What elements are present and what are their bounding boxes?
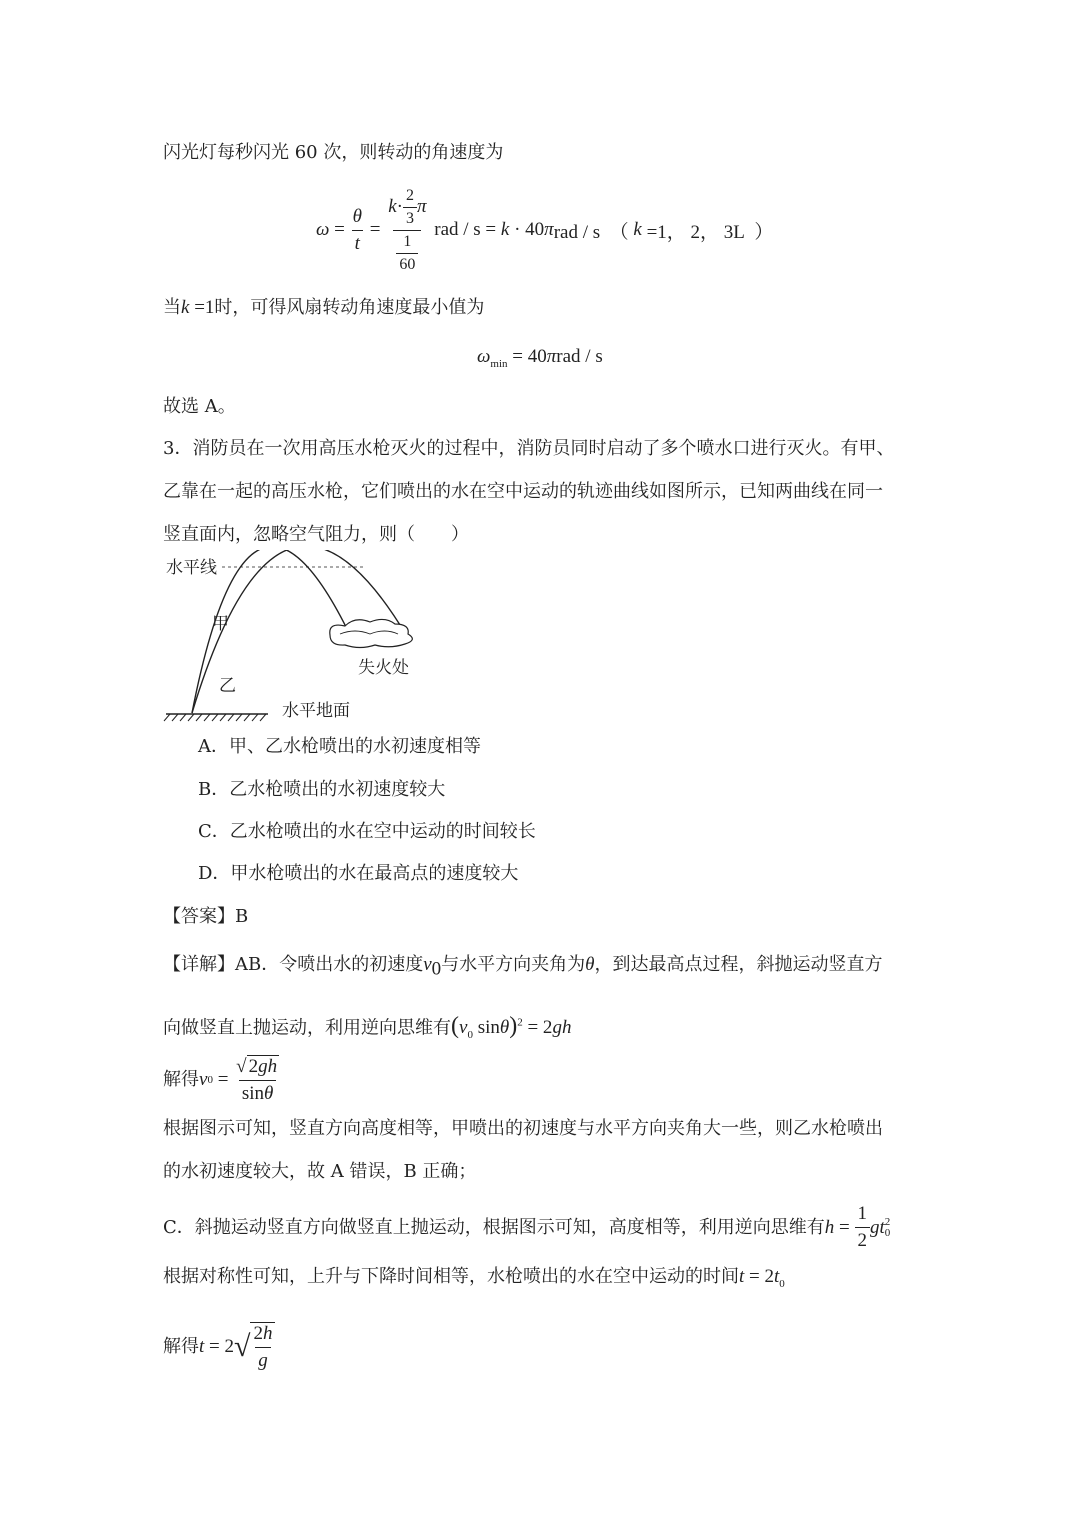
option-c: C．乙水枪喷出的水在空中运动的时间较长 [198,821,536,842]
question-text: 乙靠在一起的高压水枪，它们喷出的水在空中运动的轨迹曲线如图所示，已知两曲线在同一 [163,481,883,502]
solve-line: 解得 t = 2 √ $\frac{2h}{g}$ [163,1322,275,1372]
question-text: 3．消防员在一次用高压水枪灭火的过程中，消防员同时启动了多个喷水口进行灭火。有甲、 [163,438,895,459]
answer-text: 【答案】B [163,906,249,927]
trajectory-figure [160,550,430,725]
detail-line: 根据图示可知，竖直方向高度相等，甲喷出的初速度与水平方向夹角大一些，则乙水枪喷出 [163,1118,883,1139]
option-b: B．乙水枪喷出的水初速度较大 [198,779,446,800]
option-a: A．甲、乙水枪喷出的水初速度相等 [198,736,481,757]
text-line: 闪光灯每秒闪光 60 次，则转动的角速度为 [163,142,504,163]
ground-label: 水平地面 [282,701,350,721]
question-text: 竖直面内，忽略空气阻力，则（ ） [163,524,469,545]
omega-min-formula: $\omega_{min} = 40\pi rad / s$ [477,346,603,370]
ground-hatch [164,714,266,721]
detail-line: 向做竖直上抛运动，利用逆向思维有($v_0$ sinθ)$^2$ = 2gh [163,1013,572,1042]
solve-line: 解得 v 0 = $\frac{√ 2gh}{\sin\theta}$ [163,1056,278,1104]
yi-label: 乙 [219,676,236,696]
fire-label: 失火处 [358,658,409,678]
horizontal-line-label: 水平线 [166,558,217,578]
detail-line: C．斜抛运动竖直方向做竖直上抛运动，根据图示可知，高度相等，利用逆向思维有 h = $\frac{1}{2}$ gt 2 0 [163,1203,891,1251]
detail-line: 【详解】AB．令喷出水的初速度$v_0$与水平方向夹角为θ，到达最高点过程，斜抛运动竖直方 [163,954,883,980]
option-d: D．甲水枪喷出的水在最高点的速度较大 [198,863,519,884]
omega-formula: ω = $\frac{\theta}{t}$ = k· $\frac{2}{3}$ π $\frac{1}{60}$ rad / s = k · 40 π rad / s （ k =1， 2， 3L ） [316,186,774,273]
detail-line: 的水初速度较大，故 A 错误，B 正确； [163,1161,477,1182]
jia-label: 甲 [212,614,229,634]
detail-line: 根据对称性可知，上升与下降时间相等，水枪喷出的水在空中运动的时间$t = 2t_0$ [163,1266,785,1290]
text-line: 故选 A。 [163,396,236,417]
text-line: 当k =1时，可得风扇转动角速度最小值为 [163,297,485,318]
